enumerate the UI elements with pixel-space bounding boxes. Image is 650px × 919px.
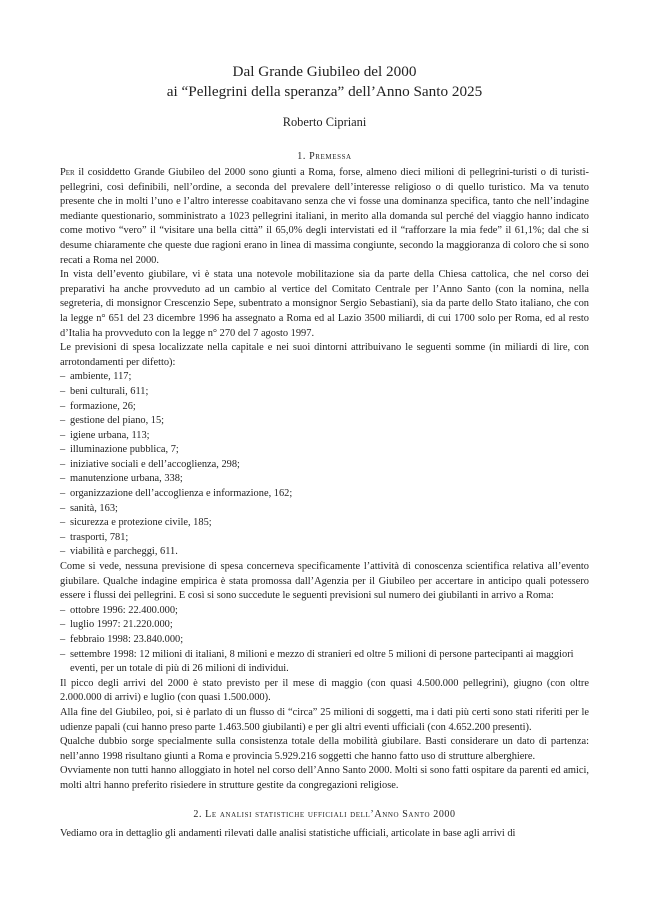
list-item: – formazione, 26; <box>60 400 589 415</box>
paragraph-1 <box>60 166 589 268</box>
list-item: – sanità, 163; <box>60 502 589 517</box>
paragraph-9: Vediamo ora in dettaglio gli andamenti rilevati dalle analisi statistiche ufficiali, articolate in base agli arrivi di <box>60 828 516 839</box>
paragraph-1-lead: Per <box>60 167 75 178</box>
forecast-list <box>60 604 589 677</box>
list-item: – organizzazione dell’accoglienza e informazione, 162; <box>60 487 589 502</box>
list-item: – igiene urbana, 113; <box>60 429 589 444</box>
section-heading-analisi: 2. Le analisi statistiche ufficiali dell’Anno Santo 2000 <box>193 809 456 820</box>
section-body-premessa <box>60 166 589 794</box>
paragraph-8: Ovviamente non tutti hanno alloggiato in hotel nel corso dell’Anno Santo 2000. Molti si sono fatti ospitare da parenti ed amici, molti altri hanno preferito risiedere in strutture gestite da congregazioni religiose. <box>60 765 589 791</box>
list-item: – manutenzione urbana, 338; <box>60 472 589 487</box>
page-title-line-2: ai “Pellegrini della speranza” dell’Anno Santo 2025 <box>166 83 483 100</box>
list-item: – illuminazione pubblica, 7; <box>60 443 589 458</box>
document-page <box>60 0 589 919</box>
list-item: – sicurezza e protezione civile, 185; <box>60 516 589 531</box>
list-item: – iniziative sociali e dell’accoglienza, 298; <box>60 458 589 473</box>
paragraph-1-text: il cosiddetto Grande Giubileo del 2000 sono giunti a Roma, forse, almeno dieci milioni di pellegrini-turisti o di turisti-pellegrini, così definibili, nell’ordine, a seconda del prevalere dell’interesse religioso o di quello turistico. Ma va tenuto presente che in molti l’uno e l’altro interesse coabitavano senza che vi fosse una dominanza specifica, tanto che nell’indagine mediante questionario, somministrato a 1023 pellegrini italiani, in merito alla domanda sul perché del viaggio hanno indicato come motivo “vero” il “visitare una bella città” il 65,0% degli intervistati ed il “rafforzare la mia fede” il 61,1%; dal che si desume chiaramente che queste due ragioni erano in linea di massima congiunte, secondo la maggioranza di coloro che si sono recati a Roma nel 2000. <box>60 167 589 266</box>
list-item: – ottobre 1996: 22.400.000; <box>60 604 589 619</box>
list-item: – gestione del piano, 15; <box>60 414 589 429</box>
list-item: – luglio 1997: 21.220.000; <box>60 618 589 633</box>
paragraph-2: In vista dell’evento giubilare, vi è stata una notevole mobilitazione sia da parte della Chiesa cattolica, che nel corso dei preparativi ha anche provveduto ad un cambio al vertice del Comitato Centrale per l’Anno Santo (con la nomina, nella segreteria, di monsignor Crescenzio Sepe, subentrato a monsignor Sergio Sebastiani), sia da parte dello Stato italiano, che con la legge n° 651 del 23 dicembre 1996 ha assegnato a Roma ed al Lazio 3500 miliardi, di cui 1700 solo per Roma, ed al resto d’Italia ha provveduto con la legge n° 270 del 7 agosto 1997. <box>60 269 589 339</box>
section-heading-premessa: 1. Premessa <box>297 151 352 162</box>
list-item: – trasporti, 781; <box>60 531 589 546</box>
paragraph-3: Le previsioni di spesa localizzate nella capitale e nei suoi dintorni attribuivano le seguenti somme (in miliardi di lire, con arrotondamenti per difetto): <box>60 342 589 368</box>
list-item: – viabilità e parcheggi, 611. <box>60 545 589 560</box>
list-item: – ambiente, 117; <box>60 370 589 385</box>
paragraph-6: Alla fine del Giubileo, poi, si è parlato di un flusso di “circa” 25 milioni di soggetti, ma i dati più certi sono stati riferiti per le udienze papali (cui hanno preso parte 1.463.500 giubilanti) e per gli altri eventi ufficiali (con 4.652.200 presenti). <box>60 706 589 733</box>
list-item: – beni culturali, 611; <box>60 385 589 400</box>
list-item: – settembre 1998: 12 milioni di italiani, 8 milioni e mezzo di stranieri ed oltre 5 milioni di persone partecipanti ai maggiori eventi, per un totale di più di 26 milioni di individui. <box>60 648 589 677</box>
page-title-line-1: Dal Grande Giubileo del 2000 <box>232 63 417 80</box>
list-item: – febbraio 1998: 23.840.000; <box>60 633 589 648</box>
paragraph-5: Il picco degli arrivi del 2000 è stato previsto per il mese di maggio (con quasi 4.500.000 pellegrini), giugno (con oltre 2.000.000 di arrivi) e luglio (con quasi 1.500.000). <box>60 677 589 704</box>
section-body-analisi <box>60 827 589 842</box>
author-name: Roberto Cipriani <box>282 115 367 129</box>
paragraph-4: Come si vede, nessuna previsione di spesa concerneva specificamente l’attività di conoscenza scientifica relativa all’evento giubilare. Qualche indagine empirica è stata promossa dall’Agenzia per il Giubileo per accertare in anticipo quali potessero essere i flussi dei pellegrini. E così si sono succedute le seguenti previsioni sul numero dei giubilanti in arrivo a Roma: <box>60 561 589 602</box>
paragraph-7: Qualche dubbio sorge specialmente sulla consistenza totale della mobilità giubilare. Basti considerare un dato di partenza: nell’anno 1998 risultano giunti a Roma e provincia 5.929.216 soggetti che hanno fatto uso di strutture alberghiere. <box>60 736 589 762</box>
spending-list <box>60 370 589 560</box>
